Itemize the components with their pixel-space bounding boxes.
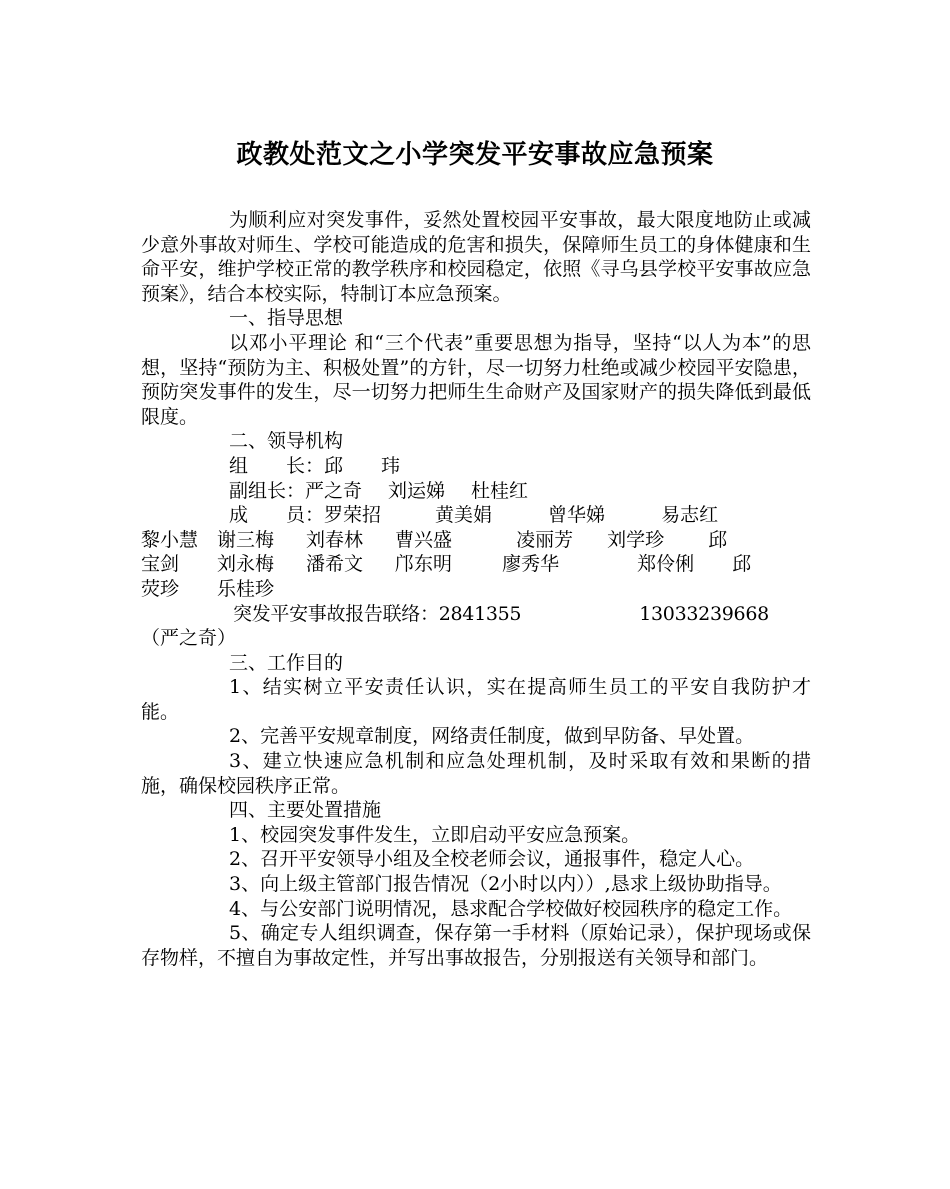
member-name: 潘希文 [306, 553, 364, 576]
member-name: 曾华娣 [548, 504, 606, 527]
document-title: 政教处范文之小学突发平安事故应急预案 [236, 140, 714, 170]
member-name: 邝东明 [395, 553, 453, 576]
purpose-item: 2、完善平安规章制度，网络责任制度，做到早防备、早处置。 [229, 725, 755, 748]
section-heading-guiding: 一、指导思想 [229, 307, 344, 330]
member-name: 刘学珍 [607, 528, 665, 551]
measure-item: 2、召开平安领导小组及全校老师会议，通报事件，稳定人心。 [229, 848, 755, 871]
contact-label: 突发平安事故报告联络： [233, 602, 439, 625]
measure-item: 3、向上级主管部门报告情况（2小时以内））,恳求上级协助指导。 [229, 873, 782, 896]
deputy-label: 副组长： [229, 479, 306, 502]
member-name: 郑伶俐 [637, 553, 695, 576]
measure-item: 5、确定专人组织调查，保存第一手材料（原始记录），保护现场或保存物样，不擅自为事故定性，并写出事故报告，分别报送有关领导和部门。 [141, 922, 811, 969]
member-name: 刘春林 [306, 528, 364, 551]
contact-line [141, 602, 811, 627]
section-heading-leadership: 二、领导机构 [229, 430, 344, 453]
members-label: 成 员： [229, 504, 325, 527]
measure-item: 1、校园突发事件发生，立即启动平安应急预案。 [229, 823, 641, 846]
contact-phone: 2841355 [438, 602, 522, 625]
member-name: 曹兴盛 [395, 528, 453, 551]
leader-line [141, 454, 811, 479]
member-name: 廖秀华 [502, 553, 560, 576]
member-name: 宝剑 [141, 553, 180, 576]
members-line [141, 528, 811, 553]
intro-paragraph: 为顺利应对突发事件，妥然处置校园平安事故，最大限度地防止或减少意外事故对师生、学校可能造成的危害和损失，保障师生员工的身体健康和生命平安，维护学校正常的教学秩序和校园稳定，依照《寻乌县学校平安事故应急预案》，结合本校实际，特制订本应急预案。 [141, 209, 811, 305]
member-name: 乐桂珍 [217, 577, 275, 600]
purpose-item: 3、建立快速应急机制和应急处理机制，及时采取有效和果断的措施，确保校园秩序正常。 [141, 750, 811, 797]
deputy-line [141, 479, 811, 504]
leader-label: 组 长： [229, 454, 325, 477]
member-name: 邱 [732, 553, 752, 576]
member-name: 易志红 [661, 504, 719, 527]
leader-name: 邱 玮 [324, 454, 401, 477]
member-name: 荧珍 [141, 577, 180, 600]
members-line [141, 552, 811, 577]
document-body [141, 208, 811, 970]
member-name: 凌丽芳 [516, 528, 574, 551]
measure-item: 4、与公安部门说明情况，恳求配合学校做好校园秩序的稳定工作。 [229, 897, 793, 920]
members-line [141, 577, 811, 602]
member-name: 邱 [708, 528, 728, 551]
purpose-item: 1、结实树立平安责任认识，实在提高师生员工的平安自我防护才能。 [141, 676, 811, 723]
member-name: 刘永梅 [217, 553, 275, 576]
contact-person: （严之奇） [141, 627, 237, 650]
member-name: 罗荣招 [324, 504, 382, 527]
deputy-name: 严之奇 [305, 479, 363, 502]
member-name: 黎小慧 [141, 528, 199, 551]
guiding-paragraph: 以邓小平理论 和“三个代表”重要思想为指导，坚持“以人为本”的思想，坚持“预防为主、积极处置”的方针，尽一切努力杜绝或减少校园平安隐患，预防突发事件的发生，尽一切努力把师生生命财产及国家财产的损失降低到最低限度。 [141, 331, 811, 428]
members-line [141, 503, 811, 528]
contact-mobile: 13033239668 [639, 602, 769, 625]
deputy-name: 刘运娣 [388, 479, 446, 502]
member-name: 谢三梅 [217, 528, 275, 551]
section-heading-measures: 四、主要处置措施 [229, 799, 382, 822]
section-heading-purpose: 三、工作目的 [229, 651, 344, 674]
member-name: 黄美娟 [435, 504, 493, 527]
deputy-name: 杜桂红 [471, 479, 529, 502]
